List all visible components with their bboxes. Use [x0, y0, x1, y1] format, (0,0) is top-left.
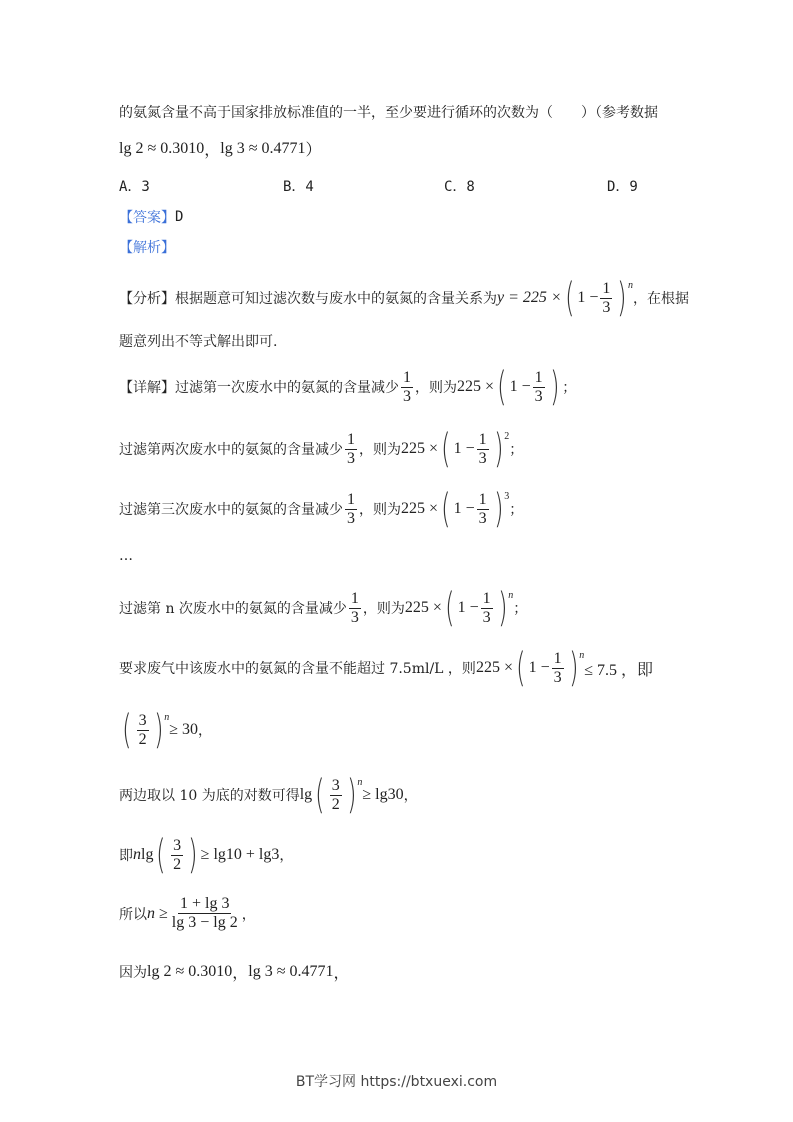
detail-paren-3: ( 1 − $\frac{1}{3}$ ) 3 [441, 486, 510, 532]
fraction-1-3: $\frac{1}{3}$ [534, 368, 543, 405]
log-step-line [119, 772, 418, 818]
exp-n: n [579, 650, 585, 661]
lg: lg [299, 786, 313, 803]
fraction-3-2: $\frac{3}{2}$ [331, 776, 340, 813]
fraction-log: $\frac{1 + \lg 3}{\lg 3 - \lg 2}$ [171, 895, 238, 931]
fraction-1-3: $\frac{1}{3}$ [350, 589, 359, 626]
ineq-rhs: ≥ 30 [169, 721, 198, 738]
requirement-text: 要求废气中该废水中的氨氮的含量不能超过 7.5ml/L ，则 [119, 661, 476, 677]
answer-value: D [175, 209, 184, 225]
fenxi-inner: 1 − [577, 289, 599, 306]
fraction-1-3: $\frac{1}{3}$ [347, 430, 355, 467]
req-paren: ( 1 − $\frac{1}{3}$ ) n [516, 645, 585, 691]
comma: ， [241, 906, 256, 923]
fenxi-text: 根据题意可知过滤次数与废水中的氨氮的含量关系为 [175, 291, 497, 307]
detail-then: ，则为 [362, 601, 405, 617]
question-line-1 [119, 102, 658, 122]
fraction-1-3: $\frac{1}{3}$ [347, 490, 355, 527]
fraction-1-3: $\frac{1}{3}$ [602, 279, 611, 316]
detail-s3: 过滤第三次废水中的氨氮的含量减少 [119, 502, 343, 518]
fenxi-after: ，在根据 [632, 291, 689, 307]
detail-line-3 [119, 486, 524, 532]
requirement-tail: ≤ 7.5 ，即 [584, 661, 654, 679]
comma: ， [403, 788, 418, 804]
detail-coef: 225 × [401, 500, 439, 517]
exp-2: 2 [504, 431, 510, 442]
detail-paren-2: ( 1 − $\frac{1}{3}$ ) 2 [441, 426, 510, 472]
reference-data-line [119, 137, 322, 160]
option-a: A．3 [119, 179, 150, 195]
fenxi-label: 【分析】 [119, 291, 175, 307]
n-step-paren: ( $\frac{3}{2}$ ) [156, 832, 198, 878]
detail-coef: 225 × [401, 440, 439, 457]
answer-line [119, 207, 183, 227]
detail-s1: 过滤第一次废水中的氨氮的含量减少 [175, 380, 399, 396]
semicolon: ； [509, 442, 524, 458]
ref-close: ） [305, 142, 322, 159]
question-text: 的氨氮含量不高于国家排放标准值的一半，至少要进行循环的次数为（ ）（参考数据 [119, 105, 658, 121]
fenxi-line2-text: 题意列出不等式解出即可. [119, 334, 278, 350]
because-lg3: lg 3 ≈ 0.4771 [248, 962, 334, 980]
analysis-label: 【解析】 [119, 240, 175, 256]
detail-label: 【详解】 [119, 380, 175, 396]
lg: lg [141, 846, 154, 863]
fraction-3-2: $\frac{3}{2}$ [173, 836, 182, 873]
fraction-1-3: $\frac{1}{3}$ [482, 589, 491, 626]
option-c: C．8 [444, 179, 475, 195]
ref-lg2: lg 2 ≈ 0.3010 [119, 139, 205, 157]
because-text: 因为 [119, 964, 147, 981]
fraction-3-2: $\frac{3}{2}$ [138, 711, 147, 748]
fraction-1-3: $\frac{1}{3}$ [478, 430, 487, 467]
answer-label: 【答案】 [119, 210, 175, 226]
exp-n: n [357, 777, 363, 788]
because-lg2: lg 2 ≈ 0.3010 [147, 962, 233, 980]
analysis-line [119, 237, 175, 257]
dots-line [119, 548, 133, 564]
detail-line-n [119, 585, 528, 631]
semicolon: ； [513, 601, 528, 617]
fraction-1-3: $\frac{1}{3}$ [478, 490, 487, 527]
requirement-line [119, 645, 654, 691]
log-step-text: 两边取以 10 为底的对数可得 [119, 788, 300, 804]
detail-line-2 [119, 426, 524, 472]
detail-then: ，则为 [415, 380, 457, 396]
fenxi-formula: y = 225 × [497, 289, 562, 306]
detail-coef: 225 × [475, 659, 513, 676]
site-footer: BT学习网 https://btxuexi.com [295, 1074, 498, 1090]
because-sep: ， [232, 965, 249, 982]
ref-lg3: lg 3 ≈ 0.4771 [220, 139, 306, 157]
exp-3: 3 [504, 491, 510, 502]
option-d: D．9 [607, 179, 638, 195]
ref-sep: ， [204, 142, 221, 159]
semicolon: ； [562, 380, 577, 396]
fraction-1-3: $\frac{1}{3}$ [553, 649, 562, 686]
inequality-line [119, 707, 212, 753]
fenxi-paren: ( 1 − $\frac{1}{3}$ ) n [564, 275, 633, 321]
option-b: B．4 [283, 179, 314, 195]
detail-then: ，则为 [359, 502, 401, 518]
fraction-1-3: $\frac{1}{3}$ [403, 368, 411, 405]
comma: ， [198, 723, 212, 739]
so-step-line [119, 895, 256, 932]
detail-line-1 [119, 364, 577, 410]
exp-n: n [164, 712, 170, 723]
detail-s2: 过滤第两次废水中的氨氮的含量减少 [119, 442, 343, 458]
n-geq: n ≥ [147, 904, 168, 922]
detail-coef: 225 × [404, 599, 442, 616]
detail-paren-n: ( 1 − $\frac{1}{3}$ ) n [445, 585, 514, 631]
detail-then: ，则为 [359, 442, 401, 458]
comma: ， [333, 965, 350, 982]
log-rhs: ≥ lg30 [362, 786, 404, 803]
because-line [119, 960, 350, 983]
n-var: n [133, 846, 141, 863]
fenxi-line [119, 275, 689, 321]
so-step-text: 所以 [119, 906, 147, 923]
ineq-paren: ( $\frac{3}{2}$ ) n [122, 707, 170, 753]
ellipsis: … [119, 548, 133, 564]
detail-coef: 225 × [457, 378, 495, 395]
exp-n: n [508, 590, 514, 601]
fenxi-line-2 [119, 331, 277, 351]
n-step-line [119, 832, 294, 878]
comma: ， [279, 848, 294, 864]
log-paren: ( $\frac{3}{2}$ ) n [315, 772, 363, 818]
semicolon: ； [509, 502, 524, 518]
n-step-rhs: ≥ lg10 + lg3 [200, 846, 280, 863]
n-step-text: 即 [119, 848, 133, 864]
exp-n: n [627, 280, 633, 291]
detail-paren-1: ( 1 − $\frac{1}{3}$ ) [497, 364, 560, 410]
detail-sn: 过滤第 n 次废水中的氨氮的含量减少 [119, 601, 347, 617]
